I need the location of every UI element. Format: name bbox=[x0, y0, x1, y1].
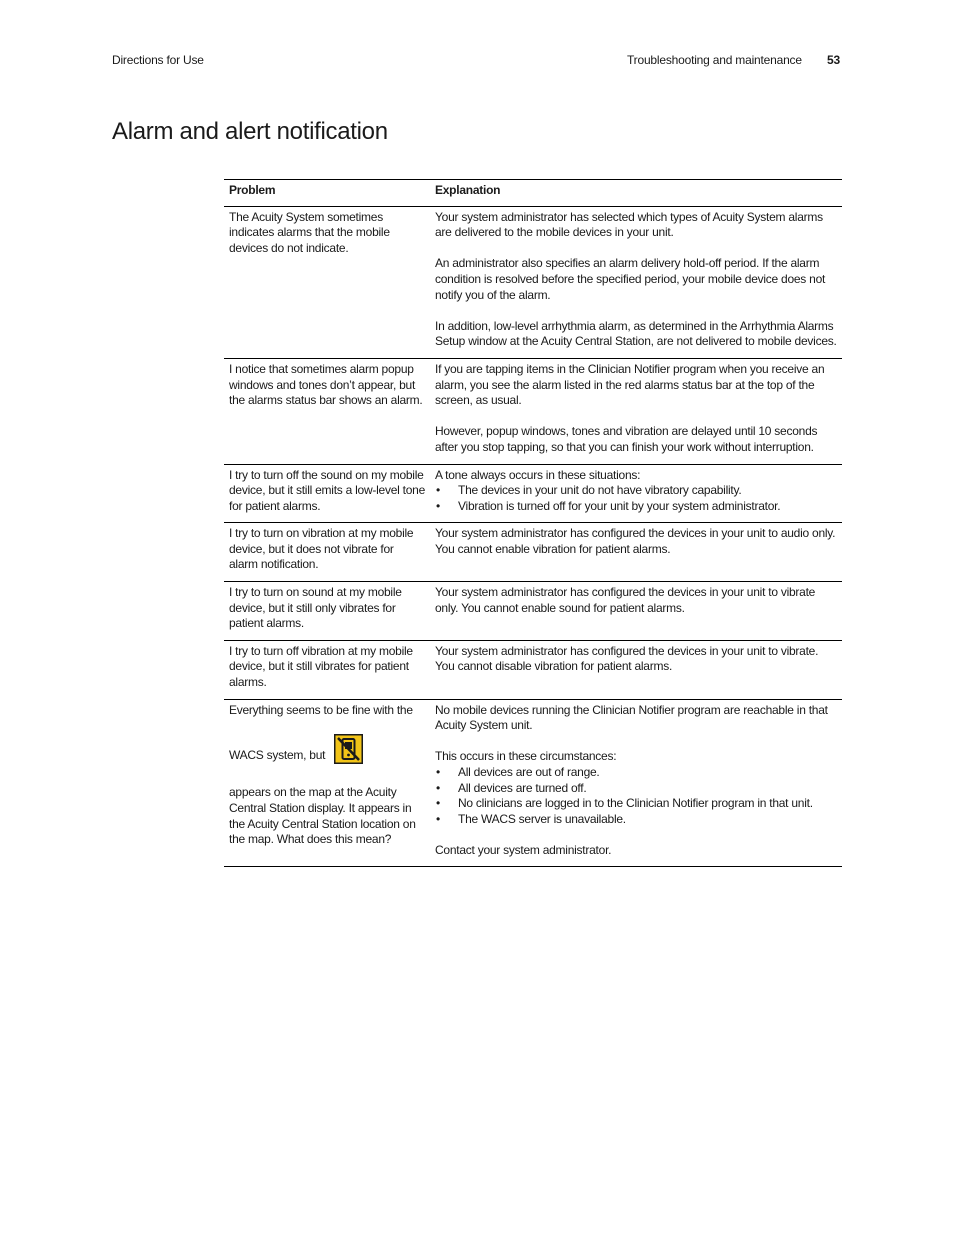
problem-text: I try to turn on sound at my mobile device, but it still only vibrates for patient alarms. bbox=[229, 585, 402, 631]
problem-cell bbox=[224, 640, 430, 699]
no-mobile-devices-icon bbox=[334, 734, 363, 770]
header-left: Directions for Use bbox=[112, 53, 204, 67]
explanation-paragraph: If you are tapping items in the Clinician Notifier program when you receive an alarm, you see the alarm listed in the red alarms status bar at the top of the screen, as usual. bbox=[435, 361, 825, 408]
bullet-list bbox=[435, 765, 837, 827]
problem-cell bbox=[224, 206, 430, 358]
explanation-paragraph: An administrator also specifies an alarm delivery hold-off period. If the alarm condition is resolved before the specified period, your mobile device does not notify you of the alarm. bbox=[435, 256, 826, 302]
problem-cell bbox=[224, 464, 430, 523]
problem-text: I try to turn on vibration at my mobile device, but it does not vibrate for alarm notification. bbox=[229, 526, 414, 572]
list-item: • No clinicians are logged in to the Clinician Notifier program in that unit. bbox=[435, 796, 837, 812]
explanation-cell bbox=[430, 582, 842, 641]
problem-text: appears on the map at the Acuity Central Station display. It appears in the Acuity Central Station location on the map. What does this mean? bbox=[229, 785, 416, 847]
problem-icon-line bbox=[229, 734, 425, 770]
explanation-intro: A tone always occurs in these situations: bbox=[435, 467, 641, 482]
explanation-cell bbox=[430, 699, 842, 866]
explanation-paragraph: No mobile devices running the Clinician Notifier program are reachable in that Acuity System unit. bbox=[435, 702, 828, 733]
explanation-paragraph: Your system administrator has configured the devices in your unit to vibrate. You cannot disable vibration for patient alarms. bbox=[435, 643, 819, 674]
explanation-cell bbox=[430, 206, 842, 358]
page-title: Alarm and alert notification bbox=[112, 118, 388, 145]
problem-cell bbox=[224, 699, 430, 866]
explanation-paragraph: Contact your system administrator. bbox=[435, 842, 612, 857]
table-header-row bbox=[224, 180, 842, 207]
list-item: • All devices are out of range. bbox=[435, 765, 837, 781]
explanation-cell bbox=[430, 358, 842, 464]
problem-text: I notice that sometimes alarm popup windows and tones don’t appear, but the alarms status bar shows an alarm. bbox=[229, 361, 423, 408]
list-item: • The WACS server is unavailable. bbox=[435, 812, 837, 828]
problem-cell bbox=[224, 358, 430, 464]
column-header-problem: Problem bbox=[224, 180, 430, 207]
problem-text: WACS system, but bbox=[229, 748, 326, 763]
list-item: • Vibration is turned off for your unit by your system administrator. bbox=[435, 499, 837, 515]
problem-text: I try to turn off the sound on my mobile device, but it still emits a low-level tone for patient alarms. bbox=[229, 467, 426, 513]
problem-text: Everything seems to be fine with the bbox=[229, 702, 413, 717]
problem-cell bbox=[224, 582, 430, 641]
explanation-paragraph: However, popup windows, tones and vibration are delayed until 10 seconds after you stop tapping, so that you can finish your work without interruption. bbox=[435, 424, 818, 454]
explanation-paragraph: Your system administrator has configured the devices in your unit to audio only. You cannot enable vibration for patient alarms. bbox=[435, 526, 836, 556]
problem-cell bbox=[224, 523, 430, 582]
explanation-intro: This occurs in these circumstances: bbox=[435, 749, 617, 764]
table-row bbox=[224, 640, 842, 699]
header-section: Troubleshooting and maintenance bbox=[627, 53, 802, 67]
page-number: 53 bbox=[827, 53, 840, 67]
table-row bbox=[224, 464, 842, 523]
table-row bbox=[224, 582, 842, 641]
explanation-paragraph: In addition, low-level arrhythmia alarm, as determined in the Arrhythmia Alarms Setup window at the Acuity Central Station, are not delivered to mobile devices. bbox=[435, 318, 837, 349]
explanation-paragraph: Your system administrator has configured the devices in your unit to vibrate only. You cannot enable sound for patient alarms. bbox=[435, 585, 816, 615]
explanation-cell bbox=[430, 523, 842, 582]
explanation-cell bbox=[430, 464, 842, 523]
table-row bbox=[224, 523, 842, 582]
column-header-explanation: Explanation bbox=[430, 180, 842, 207]
explanation-cell bbox=[430, 640, 842, 699]
troubleshooting-table bbox=[224, 179, 842, 867]
explanation-paragraph: Your system administrator has selected which types of Acuity System alarms are delivered to the mobile devices in your unit. bbox=[435, 209, 823, 240]
table-row bbox=[224, 358, 842, 464]
table-row bbox=[224, 206, 842, 358]
problem-text: I try to turn off vibration at my mobile device, but it still vibrates for patient alarms. bbox=[229, 643, 413, 690]
problem-text: The Acuity System sometimes indicates alarms that the mobile devices do not indicate. bbox=[229, 209, 390, 255]
list-item: • All devices are turned off. bbox=[435, 781, 837, 797]
list-item: • The devices in your unit do not have vibratory capability. bbox=[435, 483, 837, 499]
bullet-list bbox=[435, 483, 837, 514]
table-row bbox=[224, 699, 842, 866]
